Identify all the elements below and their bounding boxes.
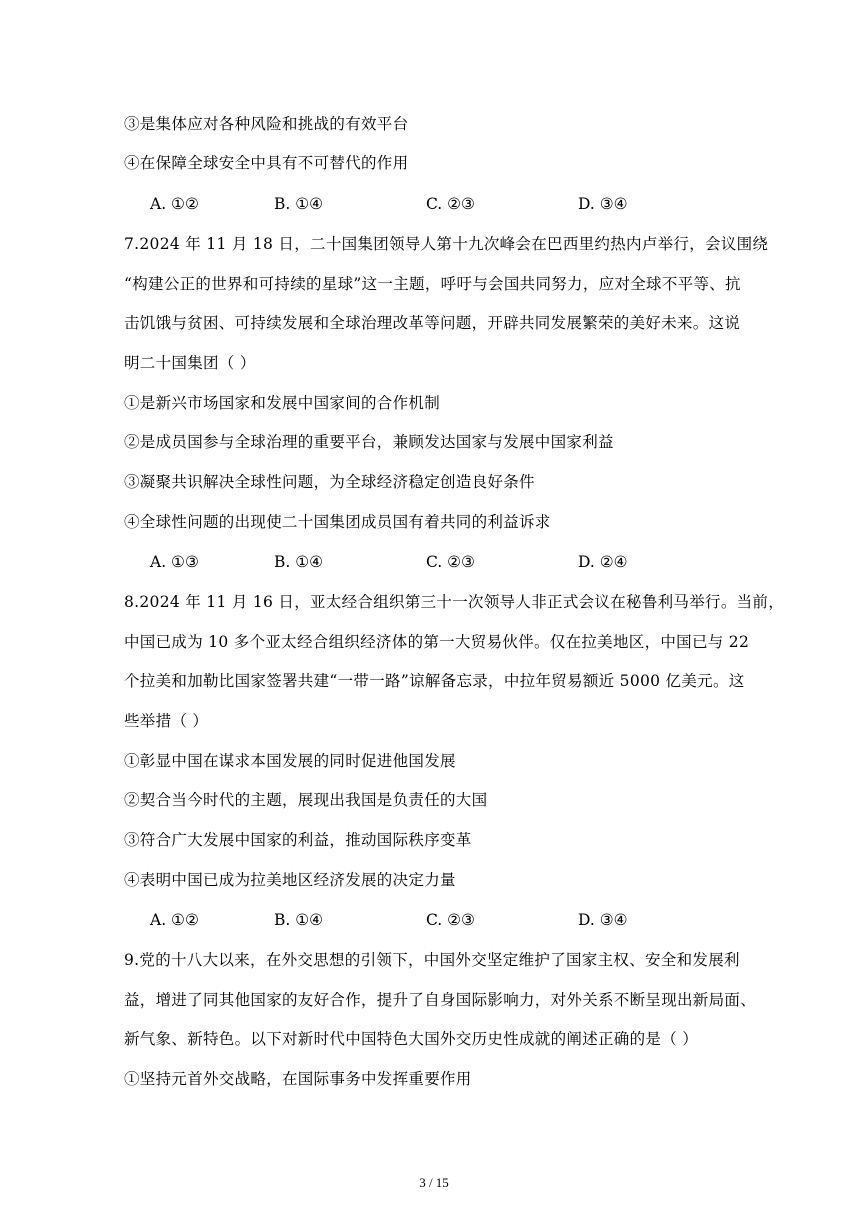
q6-option-a: A. ①② [150, 195, 199, 213]
q8-option-d: D. ③④ [578, 911, 628, 929]
q7-stem-line-3: 击饥饿与贫困、可持续发展和全球治理改革等问题，开辟共同发展繁荣的美好未来。这说 [124, 314, 741, 332]
q8-statement-1: ①彰显中国在谋求本国发展的同时促进他国发展 [124, 752, 456, 770]
q7-statement-4: ④全球性问题的出现使二十国集团成员国有着共同的利益诉求 [124, 513, 551, 531]
q7-option-b: B. ①④ [274, 553, 324, 571]
q9-stem-line-1: 9.党的十八大以来，在外交思想的引领下，中国外交坚定维护了国家主权、安全和发展利 [124, 951, 740, 969]
page-number: 3 / 15 [419, 1175, 449, 1190]
q8-statement-3: ③符合广大发展中国家的利益，推动国际秩序变革 [124, 831, 472, 849]
q8-stem-line-1: 8.2024 年 11 月 16 日，亚太经合组织第三十一次领导人非正式会议在秘鲁利马举行。当前， [124, 593, 785, 611]
q6-statement-4: ④在保障全球安全中具有不可替代的作用 [124, 154, 409, 172]
q7-stem-line-2: “构建公正的世界和可持续的星球”这一主题，呼吁与会国共同努力，应对全球不平等、抗 [124, 275, 741, 293]
q8-stem-line-4: 些举措（ ） [124, 712, 209, 730]
q8-stem-line-2: 中国已成为 10 多个亚太经合组织经济体的第一大贸易伙伴。仅在拉美地区，中国已与 22 [124, 633, 750, 651]
q8-stem-line-3: 个拉美和加勒比国家签署共建“一带一路”谅解备忘录，中拉年贸易额近 5000 亿美元。这 [124, 672, 745, 690]
q8-statement-2: ②契合当今时代的主题，展现出我国是负责任的大国 [124, 791, 488, 809]
q7-option-a: A. ①③ [150, 553, 199, 571]
q7-stem-line-4: 明二十国集团（ ） [124, 354, 256, 372]
q7-option-c: C. ②③ [426, 553, 475, 571]
q8-option-a: A. ①② [150, 911, 199, 929]
q8-statement-4: ④表明中国已成为拉美地区经济发展的决定力量 [124, 871, 456, 889]
q8-option-b: B. ①④ [274, 911, 324, 929]
q7-statement-1: ①是新兴市场国家和发展中国家间的合作机制 [124, 394, 441, 412]
q7-stem-line-1: 7.2024 年 11 月 18 日，二十国集团领导人第十九次峰会在巴西里约热内卢举行，会议围绕 [124, 235, 769, 253]
q6-option-d: D. ③④ [578, 195, 628, 213]
q7-option-d: D. ②④ [578, 553, 628, 571]
q6-option-b: B. ①④ [274, 195, 324, 213]
q6-option-c: C. ②③ [426, 195, 475, 213]
q9-statement-1: ①坚持元首外交战略，在国际事务中发挥重要作用 [124, 1070, 472, 1088]
q6-statement-3: ③是集体应对各种风险和挑战的有效平台 [124, 115, 409, 133]
q9-stem-line-2: 益，增进了同其他国家的友好合作，提升了自身国际影响力，对外关系不断呈现出新局面、 [124, 991, 757, 1009]
q7-statement-3: ③凝聚共识解决全球性问题，为全球经济稳定创造良好条件 [124, 473, 535, 491]
q8-option-c: C. ②③ [426, 911, 475, 929]
q7-statement-2: ②是成员国参与全球治理的重要平台，兼顾发达国家与发展中国家利益 [124, 433, 614, 451]
q9-stem-line-3: 新气象、新特色。以下对新时代中国特色大国外交历史性成就的阐述正确的是（ ） [124, 1030, 699, 1048]
